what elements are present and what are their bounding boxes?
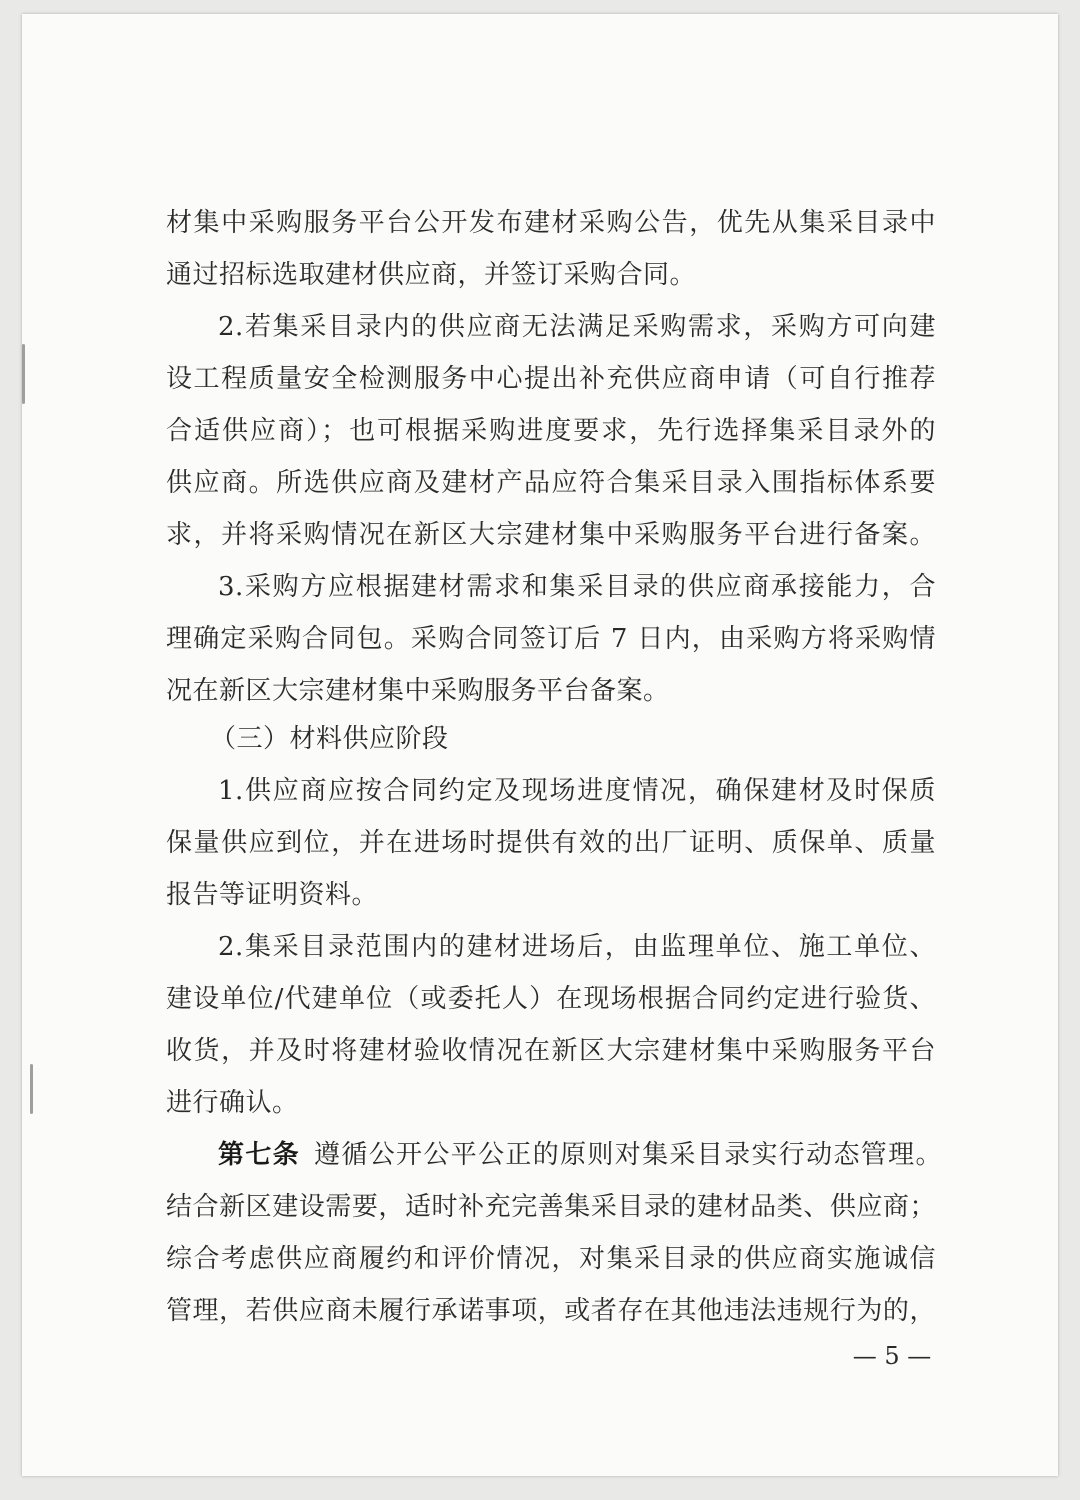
text-line: 进行确认。	[166, 1088, 299, 1118]
article-text: 遵循公开公平公正的原则对集采目录实行动态管理。	[314, 1140, 942, 1170]
binding-mark-bottom	[30, 1064, 33, 1114]
text-line: 2.若集采目录内的供应商无法满足采购需求，采购方可向建	[218, 312, 936, 342]
text-line: 3.采购方应根据建材需求和集采目录的供应商承接能力，合	[218, 572, 936, 602]
text-line: 报告等证明资料。	[166, 880, 379, 910]
text-line: 保量供应到位，并在进场时提供有效的出厂证明、质保单、质量	[166, 828, 936, 858]
text-line: 供应商。所选供应商及建材产品应符合集采目录入围指标体系要	[166, 468, 936, 498]
text-line: 1.供应商应按合同约定及现场进度情况，确保建材及时保质	[218, 776, 936, 806]
text-line: 管理，若供应商未履行承诺事项，或者存在其他违法违规行为的，	[166, 1296, 936, 1326]
text-line: 综合考虑供应商履约和评价情况，对集采目录的供应商实施诚信	[166, 1244, 936, 1274]
text-line: 2.集采目录范围内的建材进场后，由监理单位、施工单位、	[218, 932, 936, 962]
article-label: 第七条	[218, 1140, 301, 1170]
text-line: 通过招标选取建材供应商，并签订采购合同。	[166, 260, 697, 290]
text-line: 设工程质量安全检测服务中心提出补充供应商申请（可自行推荐	[166, 364, 936, 394]
text-line: 求，并将采购情况在新区大宗建材集中采购服务平台进行备案。	[166, 520, 936, 550]
document-page	[22, 14, 1058, 1476]
section-heading: （三）材料供应阶段	[210, 724, 449, 754]
text-line: 收货，并及时将建材验收情况在新区大宗建材集中采购服务平台	[166, 1036, 936, 1066]
text-line: 况在新区大宗建材集中采购服务平台备案。	[166, 676, 670, 706]
text-line: 合适供应商）；也可根据采购进度要求，先行选择集采目录外的	[166, 416, 936, 446]
text-line: 材集中采购服务平台公开发布建材采购公告，优先从集采目录中	[166, 208, 936, 238]
text-line: 建设单位/代建单位（或委托人）在现场根据合同约定进行验货、	[166, 984, 936, 1014]
article-seven-line	[218, 1137, 942, 1173]
text-line: 理确定采购合同包。采购合同签订后 7 日内，由采购方将采购情	[166, 624, 936, 654]
binding-mark-top	[22, 344, 25, 404]
page-number: — 5 —	[852, 1342, 932, 1370]
text-line: 结合新区建设需要，适时补充完善集采目录的建材品类、供应商；	[166, 1192, 936, 1222]
